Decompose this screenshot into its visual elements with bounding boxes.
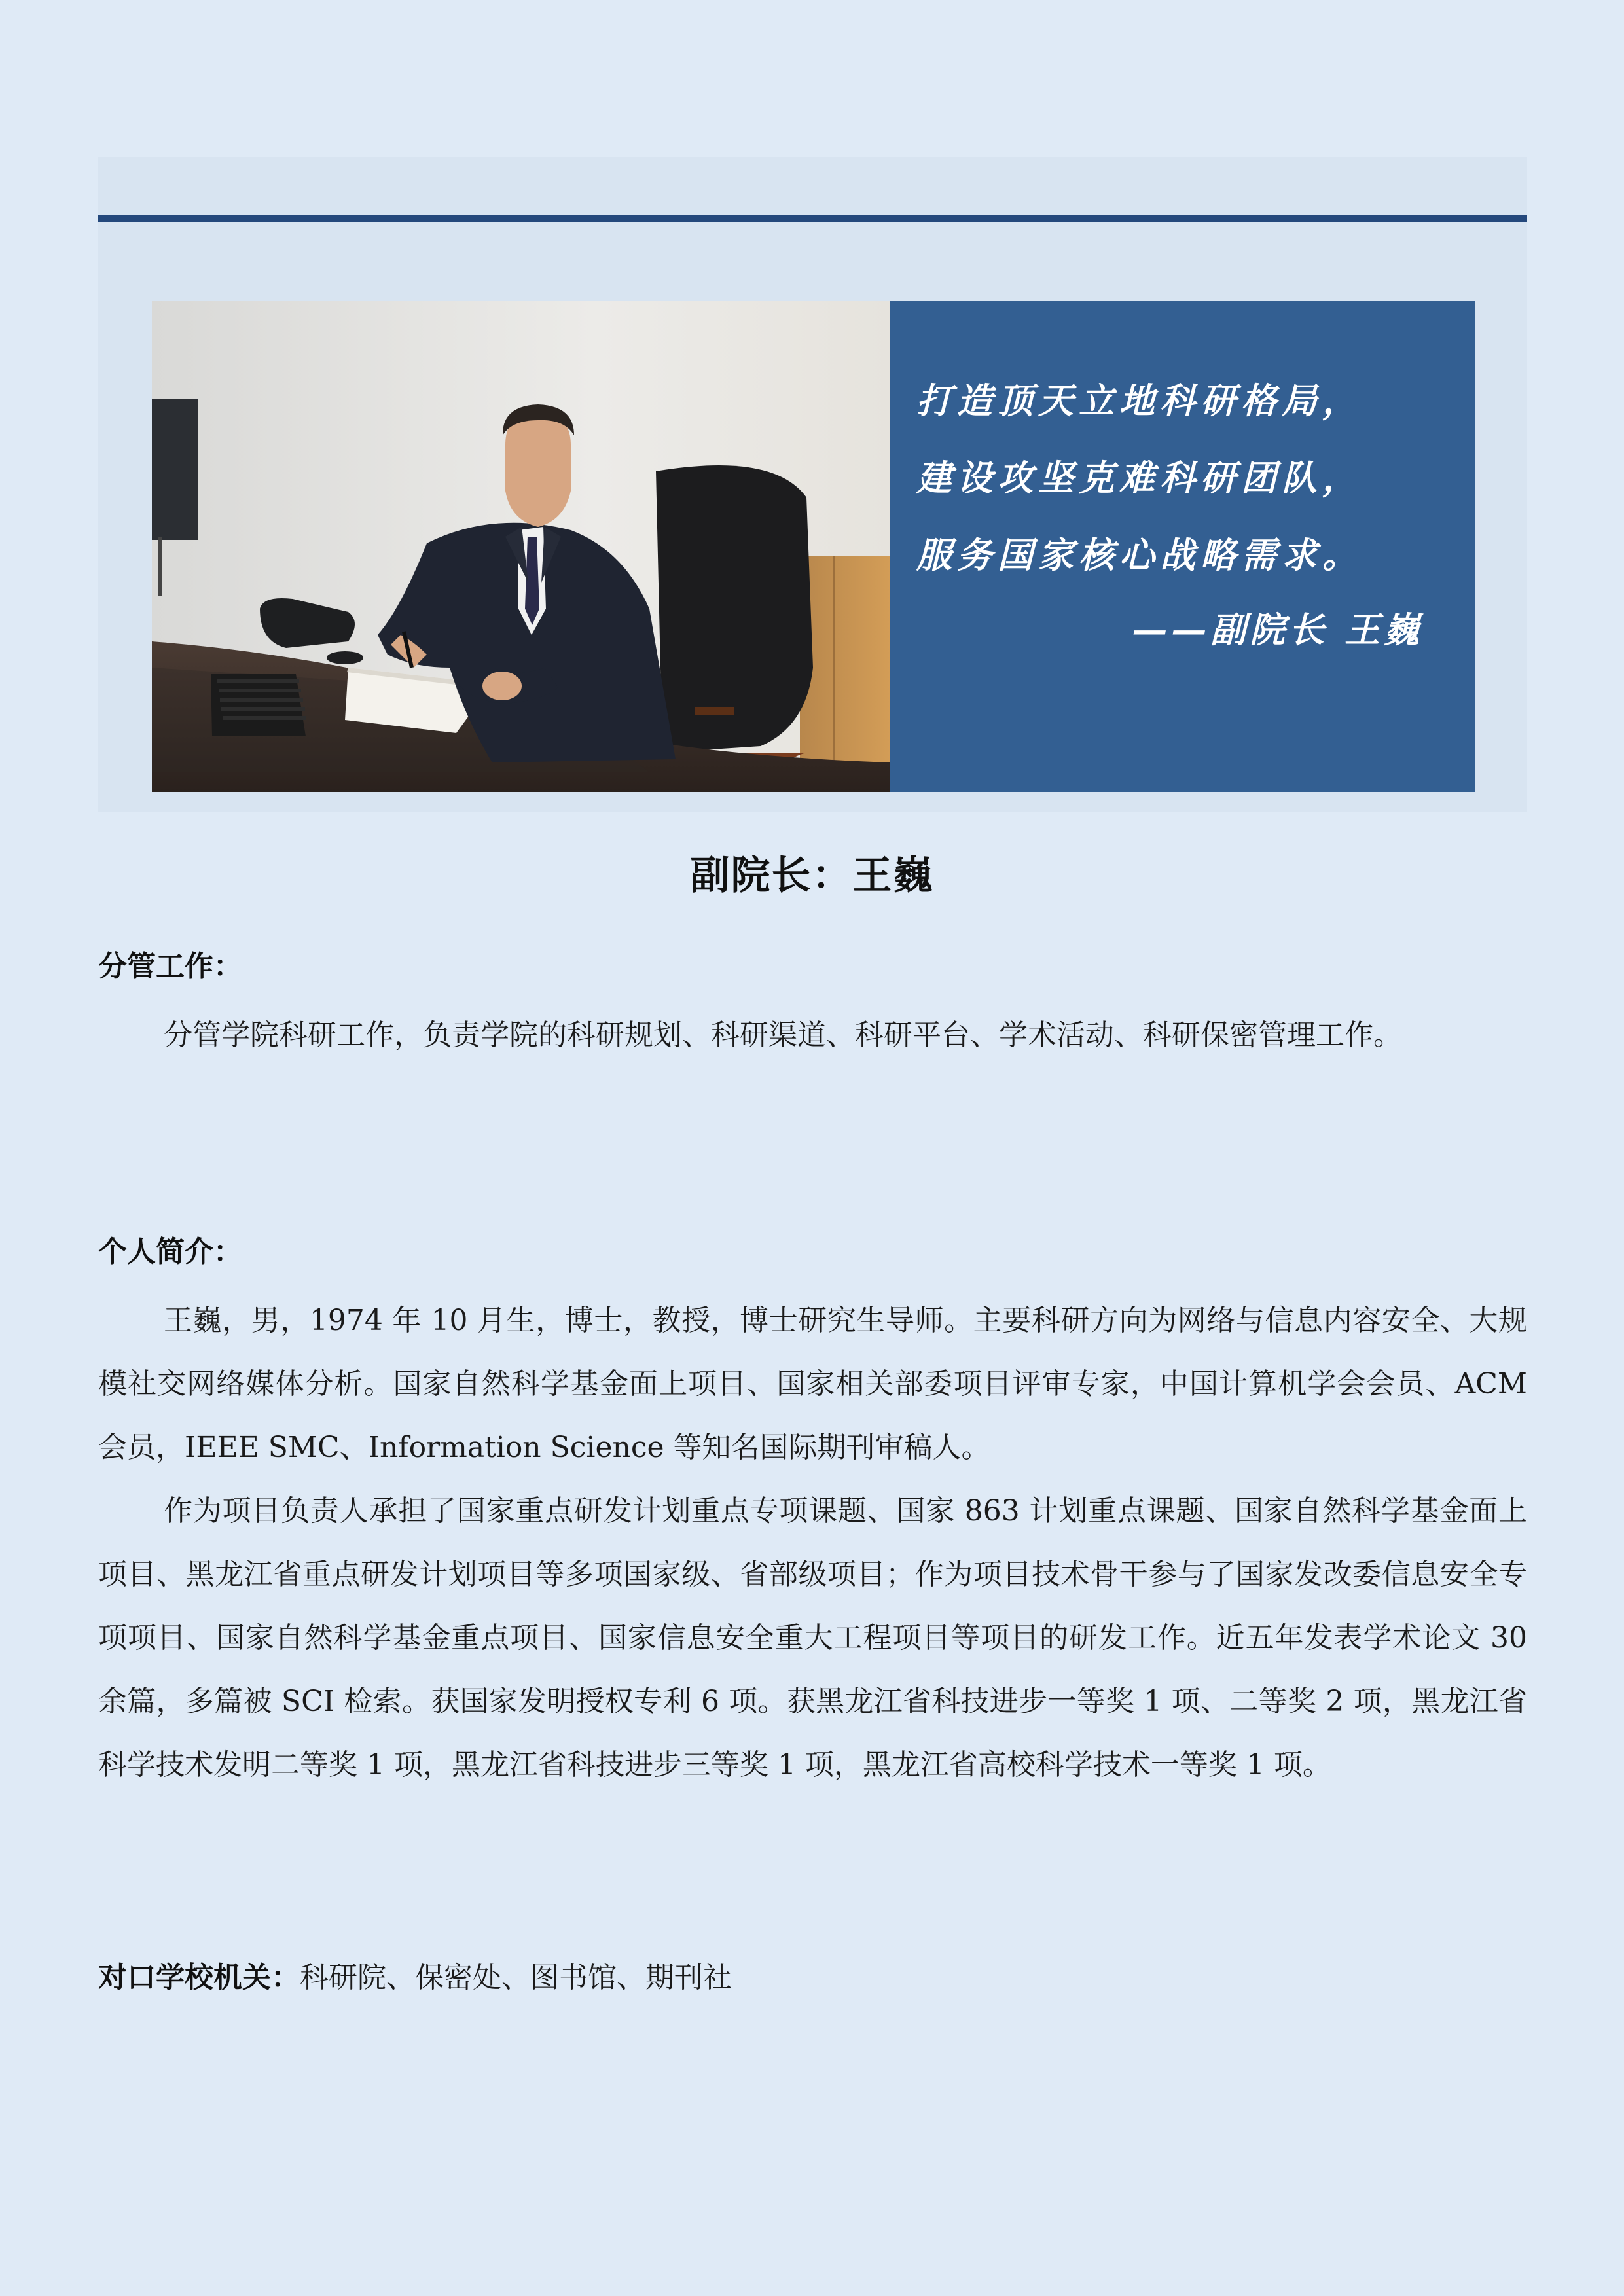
- quote-signature: ——副院长 王巍: [1132, 609, 1423, 651]
- bio-paragraph-1: 王巍，男，1974 年 10 月生，博士，教授，博士研究生导师。主要科研方向为网络与信息内容安全、大规模社交网络媒体分析。国家自然科学基金面上项目、国家相关部委项目评审专家，中国计算机学会会员、ACM 会员，IEEE SMC、Information Science 等知名国际期刊审稿人。: [98, 1304, 1527, 1464]
- portrait-photo: [152, 301, 890, 792]
- quote-line-2: 建设攻坚克难科研团队，: [916, 457, 1363, 499]
- contact-line: [98, 1954, 732, 1996]
- quote-panel: [890, 301, 1475, 792]
- bio-heading: 个人简介：: [98, 1235, 242, 1268]
- duties-heading: 分管工作：: [98, 950, 242, 983]
- contact-label: 对口学校机关：: [98, 1961, 300, 1994]
- page-title: 副院长：王巍: [690, 853, 934, 899]
- banner: [152, 301, 1475, 792]
- quote-line-1: 打造顶天立地科研格局，: [916, 380, 1363, 422]
- header-rule: [98, 215, 1527, 222]
- contact-value: 科研院、保密处、图书馆、期刊社: [300, 1961, 732, 1994]
- quote-line-3: 服务国家核心战略需求。: [916, 534, 1363, 576]
- bio-paragraph-2: 作为项目负责人承担了国家重点研发计划重点专项课题、国家 863 计划重点课题、国家自然科学基金面上项目、黑龙江省重点研发计划项目等多项国家级、省部级项目；作为项目技术骨干参与了国家发改委信息安全专项项目、国家自然科学基金重点项目、国家信息安全重大工程项目等项目的研发工作。近五年发表学术论文 30 余篇，多篇被 SCI 检索。获国家发明授权专利 6 项。获黑龙江省科技进步一等奖 1 项、二等奖 2 项，黑龙江省科学技术发明二等奖 1 项，黑龙江省科技进步三等奖 1 项，黑龙江省高校科学技术一等奖 1 项。: [98, 1494, 1527, 1782]
- duties-text: 分管学院科研工作，负责学院的科研规划、科研渠道、科研平台、学术活动、科研保密管理工作。: [164, 1018, 1402, 1052]
